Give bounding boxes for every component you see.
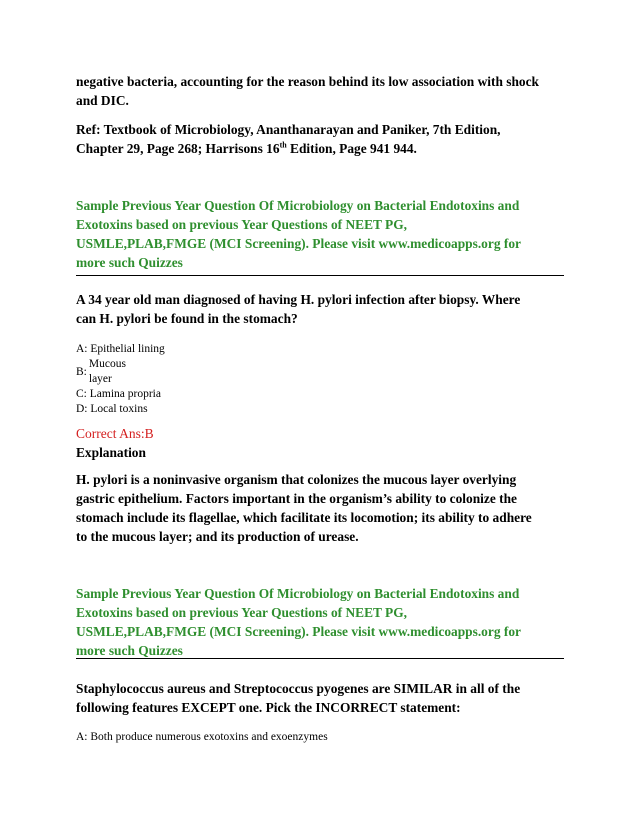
explanation-text: H. pylori is a noninvasive organism that colonizes the mucous layer overlying gastric epithelium. Factors important in the organism’s ability to colonize the stomach include its flagellae, which facilitate its locomotion; its ability to adhere to the mucous layer; and its production of urease. [76,472,532,544]
separator-rule-1 [76,275,564,276]
promo-text-1: Sample Previous Year Question Of Microbiology on Bacterial Endotoxins and Exotoxins based on previous Year Questions of NEET PG, USMLE,PLAB,FMGE (MCI Screening). Please visit www.medicoapps.org for more such Quizzes [76,198,521,270]
option-c: C: Lamina propria [76,388,161,400]
question-2-stem: Staphylococcus aureus and Streptococcus pyogenes are SIMILAR in all of the following features EXCEPT one. Pick the INCORRECT statement: [76,681,521,715]
reference-paragraph: Ref: Textbook of Microbiology, Ananthanarayan and Paniker, 7th Edition, Chapter 29, Page 268; Harrisons 16th Edition, Page 941 944. [76,122,501,156]
explanation-heading: Explanation [76,445,146,460]
intro-paragraph: negative bacteria, accounting for the reason behind its low association with shock and DIC. [76,74,539,108]
option-b: B: Mucous layer [76,358,126,385]
promo-text-2: Sample Previous Year Question Of Microbiology on Bacterial Endotoxins and Exotoxins based on previous Year Questions of NEET PG, USMLE,PLAB,FMGE (MCI Screening). Please visit www.medicoapps.org for more such Quizzes [76,586,521,658]
question-1-options [76,342,566,417]
option-a: A: Epithelial lining [76,343,165,355]
separator-rule-2 [76,658,564,659]
question-2-option-a: A: Both produce numerous exotoxins and exoenzymes [76,731,328,743]
correct-answer: Correct Ans:B [76,426,154,441]
question-1-stem: A 34 year old man diagnosed of having H. pylori infection after biopsy. Where can H. pylori be found in the stomach? [76,292,521,326]
option-d: D: Local toxins [76,403,148,415]
